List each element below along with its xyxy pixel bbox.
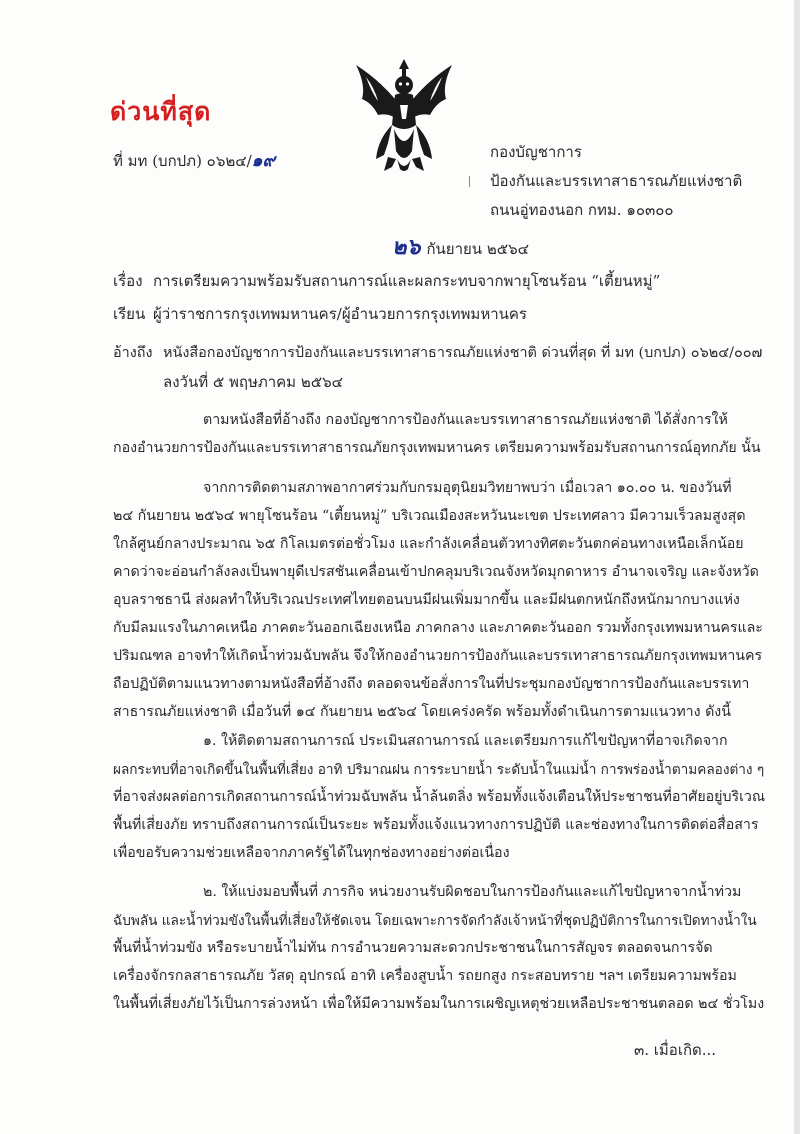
margin-mark: [469, 176, 470, 187]
body-line: ถือปฏิบัติตามแนวทางตามหนังสือที่อ้างถึง ตลอดจนข้อสั่งการในที่ประชุมกองบัญชาการป้องกันและบรรเทา: [113, 676, 750, 692]
sender-address-line: ถนนอู่ทองนอก กทม. ๑๐๓๐๐: [490, 201, 674, 219]
subject-row: [113, 269, 660, 293]
body-line: จากการติดตามสภาพอากาศร่วมกับกรมอุตุนิยมวิทยาพบว่า เมื่อเวลา ๑๐.๐๐ น. ของวันที่: [203, 480, 732, 496]
document-date: [392, 229, 529, 264]
reference-number-text: ที่ มท (บกปภ) ๐๖๒๔/: [113, 152, 252, 170]
body-line: เครื่องจักรกลสาธารณภัย วัสดุ อุปกรณ์ อาทิ เครื่องสูบน้ำ รถยกสูง กระสอบทราย ฯลฯ เตรียมความพร้อม: [113, 968, 737, 984]
body-line: สาธารณภัยแห่งชาติ เมื่อวันที่ ๑๔ กันยายน ๒๕๖๔ โดยเคร่งครัด พร้อมทั้งดำเนินการตามแนวทาง ดังนี้: [113, 704, 731, 720]
body-line: ผลกระทบที่อาจเกิดขึ้นในพื้นที่เสี่ยง อาทิ ปริมาณฝน การระบายน้ำ ระดับน้ำในแม่น้ำ การพร่องน้ำตามคลองต่าง ๆ: [113, 762, 765, 778]
reference-number-handwritten: ๑๙: [251, 151, 275, 171]
page-edge: [794, 0, 800, 1134]
body-line: ฉับพลัน และน้ำท่วมขังในพื้นที่เสี่ยงให้ชัดเจน โดยเฉพาะการจัดกำลังเจ้าหน้าที่ชุดปฏิบัติการในการเปิดทางน้ำใน: [113, 913, 757, 929]
subject-text: การเตรียมความพร้อมรับสถานการณ์และผลกระทบจากพายุโซนร้อน “เตี้ยนหมู่”: [153, 272, 661, 290]
reference-label: อ้างถึง: [113, 345, 153, 361]
date-day-handwritten: ๒๖: [392, 235, 421, 260]
body-line: พื้นที่น้ำท่วมขัง หรือระบายน้ำไม่ทัน การอำนวยความสะดวกประชาชนในการสัญจร ตลอดจนการจัด: [113, 940, 713, 956]
reference-row-2: ลงวันที่ ๕ พฤษภาคม ๒๕๖๔: [163, 373, 343, 391]
body-line: กับมีลมแรงในภาคเหนือ ภาคตะวันออกเฉียงเหนือ ภาคกลาง และภาคตะวันออก รวมทั้งกรุงเทพมหานครและ: [113, 620, 763, 636]
body-line: ๑. ให้ติดตามสถานการณ์ ประเมินสถานการณ์ และเตรียมการแก้ไขปัญหาที่อาจเกิดจาก: [203, 733, 728, 749]
body-line: ๒๔ กันยายน ๒๕๖๔ พายุโซนร้อน “เตี้ยนหมู่” บริเวณเมืองสะหวันนะเขต ประเทศลาว มีความเร็วลมสูงสุด: [113, 508, 746, 524]
garuda-emblem-icon: [348, 55, 460, 175]
body-line: กองอำนวยการป้องกันและบรรเทาสาธารณภัยกรุงเทพมหานคร เตรียมความพร้อมรับสถานการณ์อุทกภัย นั้น: [113, 440, 761, 456]
body-line: ตามหนังสือที่อ้างถึง กองบัญชาการป้องกันและบรรเทาสาธารณภัยแห่งชาติ ได้สั่งการให้: [203, 412, 728, 428]
body-line: เพื่อขอรับความช่วยเหลือจากภาครัฐได้ในทุกช่องทางอย่างต่อเนื่อง: [113, 845, 510, 861]
recipient-label: เรียน: [113, 305, 146, 323]
body-line: คาดว่าจะอ่อนกำลังลงเป็นพายุดีเปรสชันเคลื่อนเข้าปกคลุมบริเวณจังหวัดมุกดาหาร อำนาจเจริญ และจังหวัด: [113, 564, 759, 580]
sender-address: [490, 138, 742, 225]
urgency-stamp: ด่วนที่สุด: [110, 97, 212, 126]
continuation-note: ๓. เมื่อเกิด...: [634, 1041, 717, 1059]
sender-address-line: ป้องกันและบรรเทาสาธารณภัยแห่งชาติ: [490, 172, 743, 190]
subject-label: เรื่อง: [113, 272, 143, 290]
recipient-row: [113, 302, 527, 326]
recipient-text: ผู้ว่าราชการกรุงเทพมหานคร/ผู้อำนวยการกรุงเทพมหานคร: [153, 305, 527, 323]
body-line: พื้นที่เสี่ยงภัย ทราบถึงสถานการณ์เป็นระยะ พร้อมทั้งแจ้งแนวทางการปฏิบัติ และช่องทางในการติดต่อสื่อสาร: [113, 817, 759, 833]
body-line: ๒. ให้แบ่งมอบพื้นที่ ภารกิจ หน่วยงานรับผิดชอบในการป้องกันและแก้ไขปัญหาจากน้ำท่วม: [203, 884, 742, 900]
body-line: ที่อาจส่งผลต่อการเกิดสถานการณ์น้ำท่วมฉับพลัน น้ำล้นตลิ่ง พร้อมทั้งแจ้งเตือนให้ประชาชนที่อาศัยอยู่บริเวณ: [113, 789, 766, 805]
sender-address-line: กองบัญชาการ: [490, 143, 582, 161]
date-month-year: กันยายน ๒๕๖๔: [426, 240, 529, 258]
reference-text: หนังสือกองบัญชาการป้องกันและบรรเทาสาธารณภัยแห่งชาติ ด่วนที่สุด ที่ มท (บกปภ) ๐๖๒๔/๐๐๗: [163, 345, 763, 361]
body-line: ใกล้ศูนย์กลางประมาณ ๖๕ กิโลเมตรต่อชั่วโมง และกำลังเคลื่อนตัวทางทิศตะวันตกค่อนทางเหนือเล็กน้อย: [113, 536, 744, 552]
body-line: อุบลราชธานี ส่งผลทำให้บริเวณประเทศไทยตอนบนมีฝนเพิ่มมากขึ้น และมีฝนตกหนักถึงหนักมากบางแห่ง: [113, 592, 740, 608]
reference-number: [113, 147, 275, 174]
reference-row: [113, 341, 762, 364]
body-line: ปริมณฑล อาจทำให้เกิดน้ำท่วมฉับพลัน จึงให้กองอำนวยการป้องกันและบรรเทาสาธารณภัยกรุงเทพมหานคร: [113, 648, 763, 664]
body-line: ในพื้นที่เสี่ยงภัยไว้เป็นการล่วงหน้า เพื่อให้มีความพร้อมในการเผชิญเหตุช่วยเหลือประชาชนตลอด ๒๔ ชั่วโมง: [113, 996, 765, 1012]
